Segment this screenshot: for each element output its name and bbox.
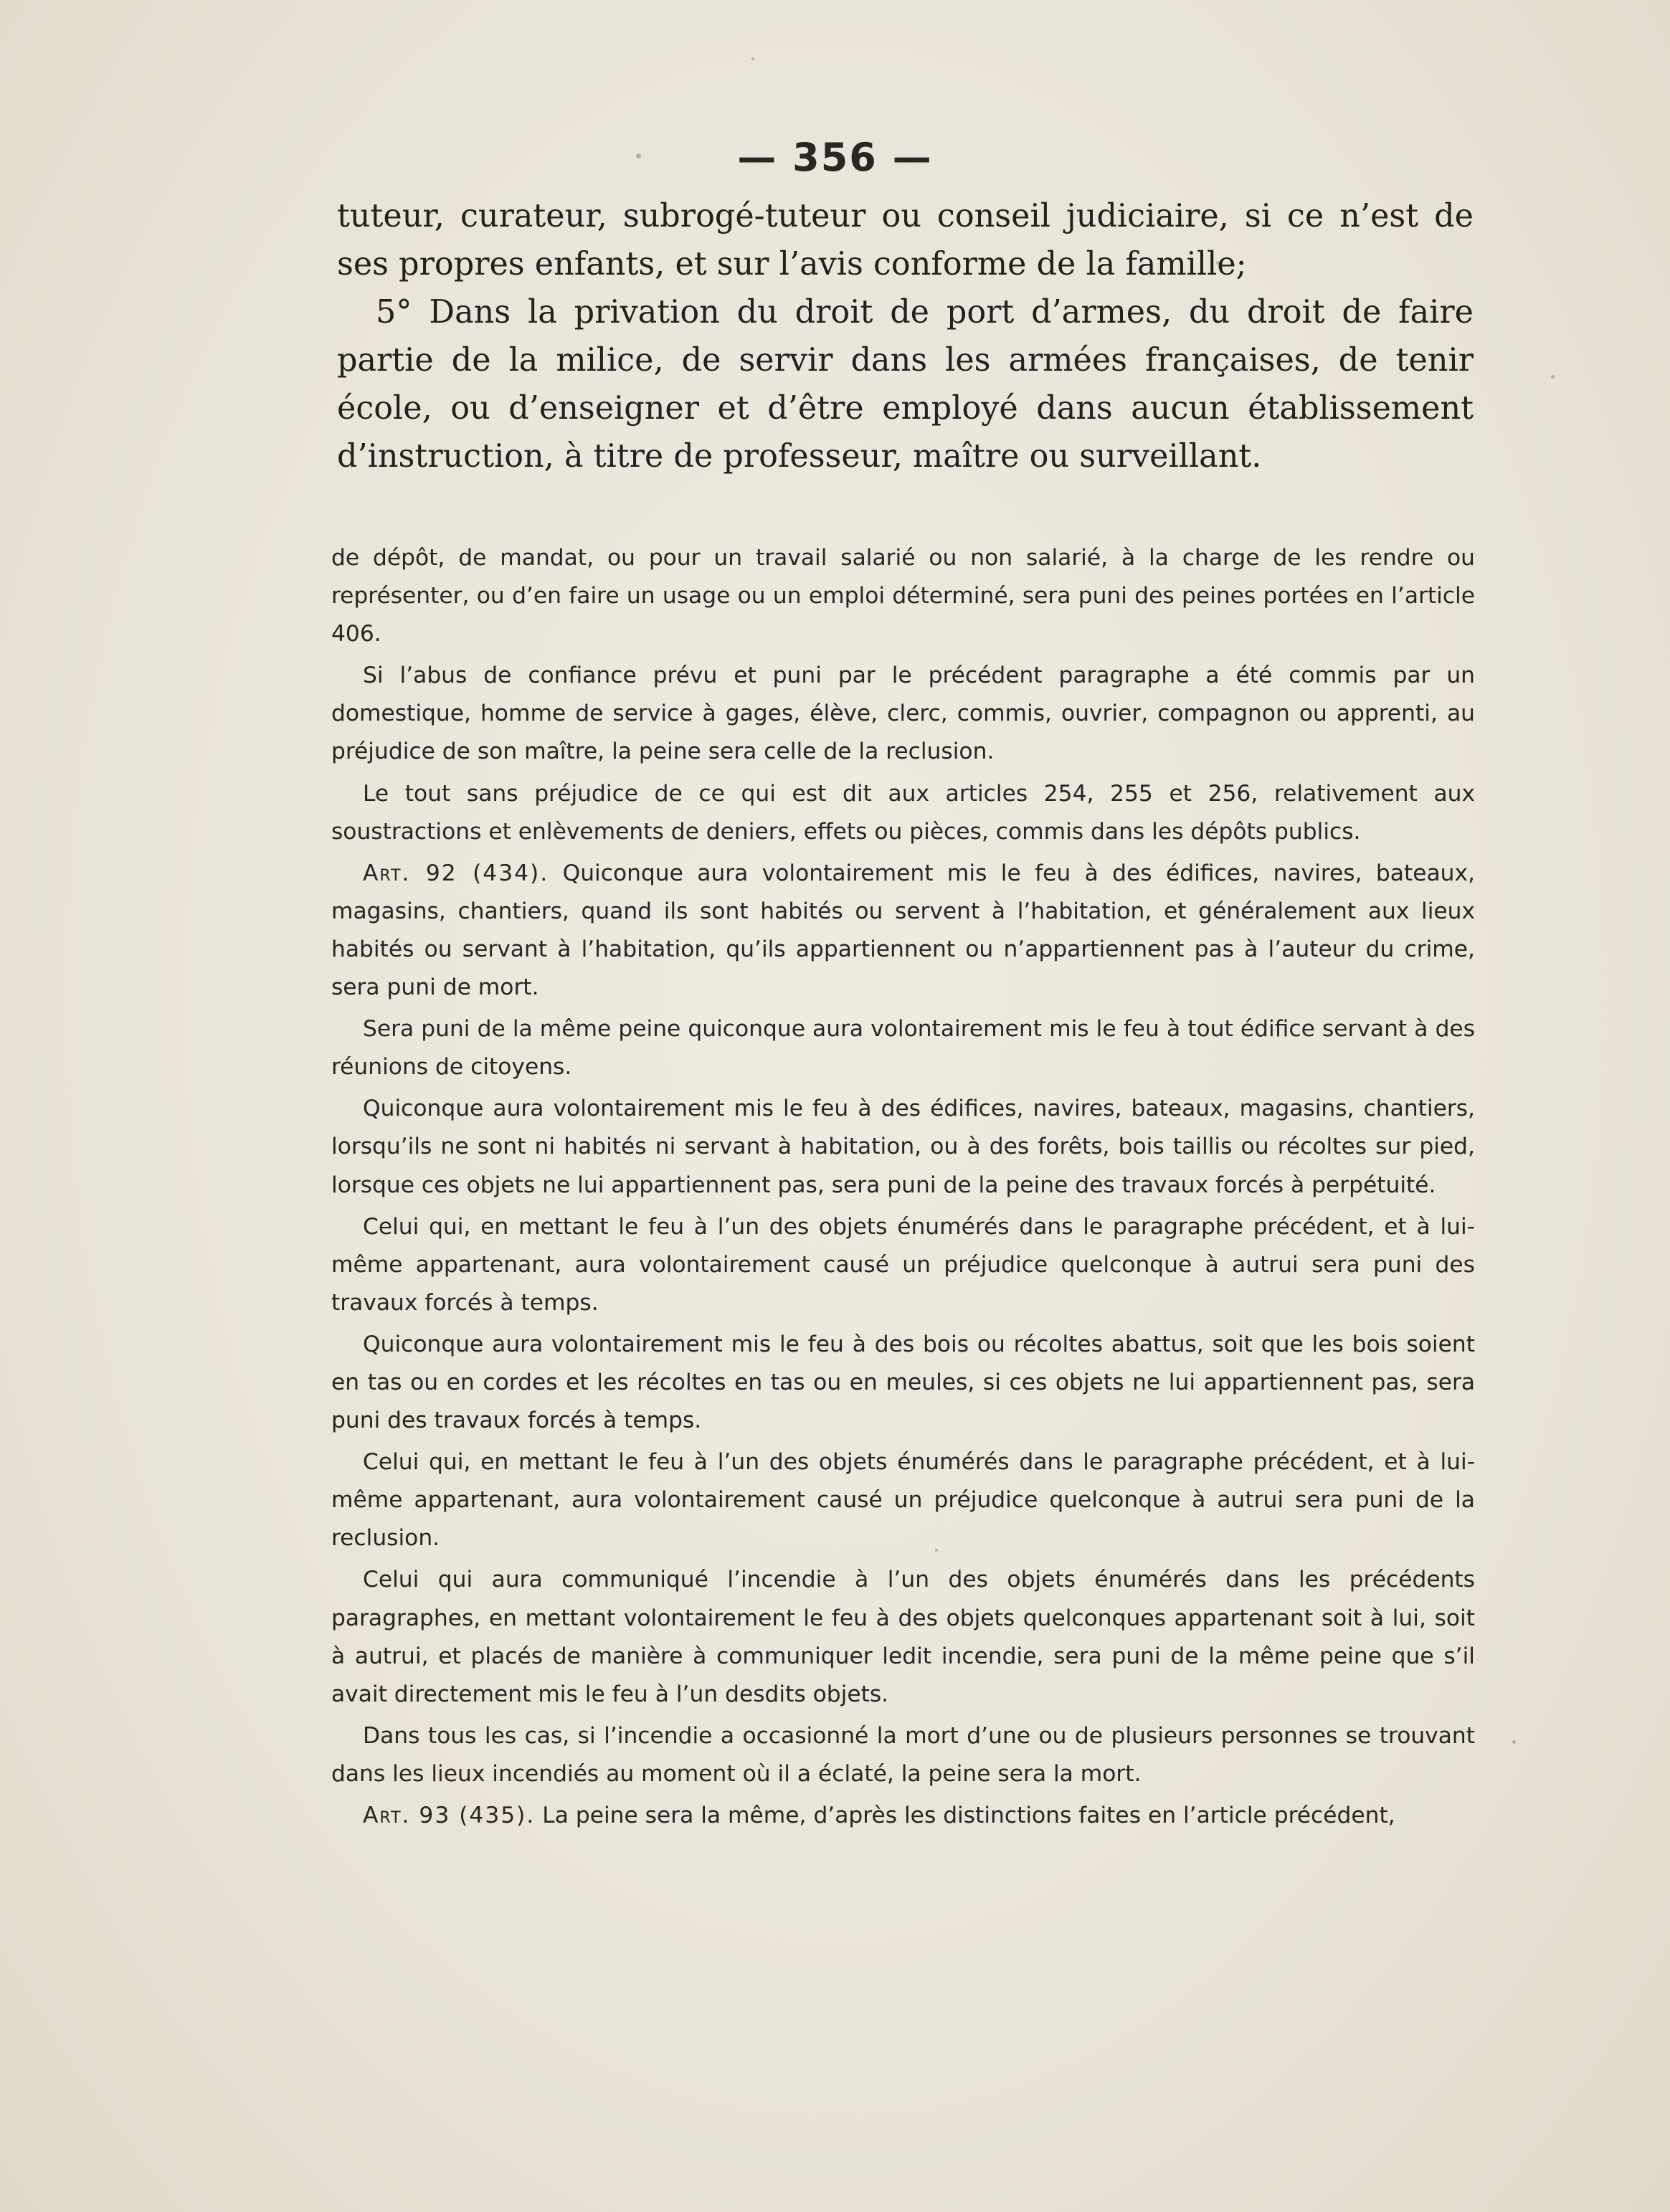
article-text: La peine sera la même, d’après les distinctions faites en l’article précédent, <box>542 1803 1395 1828</box>
body-paragraph: de dépôt, de mandat, ou pour un travail salarié ou non salarié, à la charge de les rendre ou représenter, ou d’en faire un usage ou un emploi déterminé, sera puni des peines portées en l’article 406. <box>331 545 1475 647</box>
article-text: Quiconque aura volontairement mis le feu à des édifices, navires, bateaux, magasins, chantiers, quand ils sont habités ou servent à l’habitation, et généralement aux lieux habités ou servant à l’habitation, qu’ils appartiennent ou n’appartiennent pas à l’auteur du crime, sera puni de mort. <box>331 860 1475 1001</box>
body-paragraph: Sera puni de la même peine quiconque aura volontairement mis le feu à tout édifice servant à des réunions de citoyens. <box>331 1016 1475 1081</box>
article-label: Art. 93 (435). <box>363 1803 536 1828</box>
article-92-paragraph <box>331 855 1475 1007</box>
paper-speck <box>1512 1740 1516 1744</box>
body-paragraph: Quiconque aura volontairement mis le feu à des bois ou récoltes abattus, soit que les bois soient en tas ou en cordes et les récoltes en tas ou en meules, si ces objets ne lui appartiennent pas, sera puni des travaux forcés à temps. <box>331 1331 1475 1434</box>
article-label: Art. 92 (434). <box>363 860 549 886</box>
upper-paragraph: tuteur, curateur, subrogé-tuteur ou conseil judiciaire, si ce n’est de ses propres enfants, et sur l’avis conforme de la famille; <box>337 198 1474 283</box>
page-number: — 356 — <box>737 135 933 180</box>
body-paragraph: Celui qui, en mettant le feu à l’un des objets énumérés dans le paragraphe précédent, et à lui-même appartenant, aura volontairement causé un préjudice quelconque à autrui sera puni des travaux forcés à temps. <box>331 1213 1475 1316</box>
body-paragraph: Si l’abus de confiance prévu et puni par le précédent paragraphe a été commis par un domestique, homme de service à gages, élève, clerc, commis, ouvrier, compagnon ou apprenti, au préjudice de son maître, la peine sera celle de la reclusion. <box>331 663 1475 765</box>
body-paragraph: Celui qui, en mettant le feu à l’un des objets énumérés dans le paragraphe précédent, et à lui-même appartenant, aura volontairement causé un préjudice quelconque à autrui sera puni de la reclusion. <box>331 1449 1475 1552</box>
body-paragraph: Le tout sans préjudice de ce qui est dit aux articles 254, 255 et 256, relativement aux soustractions et enlèvements de deniers, effets ou pièces, commis dans les dépôts publics. <box>331 780 1475 845</box>
body-paragraph: Dans tous les cas, si l’incendie a occasionné la mort d’une ou de plusieurs personnes se trouvant dans les lieux incendiés au moment où il a éclaté, la peine sera la mort. <box>331 1722 1475 1787</box>
paper-speck <box>1551 375 1555 379</box>
article-93-paragraph <box>331 1797 1475 1835</box>
paper-speck <box>751 57 754 60</box>
lower-text-block <box>331 539 1475 1838</box>
upper-text-block <box>337 192 1474 480</box>
body-paragraph: Quiconque aura volontairement mis le feu à des édifices, navires, bateaux, magasins, chantiers, lorsqu’ils ne sont ni habités ni servant à habitation, ou à des forêts, bois taillis ou récoltes sur pied, lorsque ces objets ne lui appartiennent pas, sera puni de la peine des travaux forcés à perpétuité. <box>331 1096 1475 1198</box>
body-paragraph: Celui qui aura communiqué l’incendie à l’un des objets énumérés dans les précédents paragraphes, en mettant volontairement le feu à des objets quelconques appartenant soit à lui, soit à autrui, et placés de manière à communiquer ledit incendie, sera puni de la même peine que s’il avait directement mis le feu à l’un desdits objets. <box>331 1567 1475 1707</box>
upper-paragraph: 5° Dans la privation du droit de port d’armes, du droit de faire partie de la milice, de servir dans les armées françaises, de tenir école, ou d’enseigner et d’être employé dans aucun établissement d’instruction, à titre de professeur, maître ou surveillant. <box>337 294 1474 475</box>
